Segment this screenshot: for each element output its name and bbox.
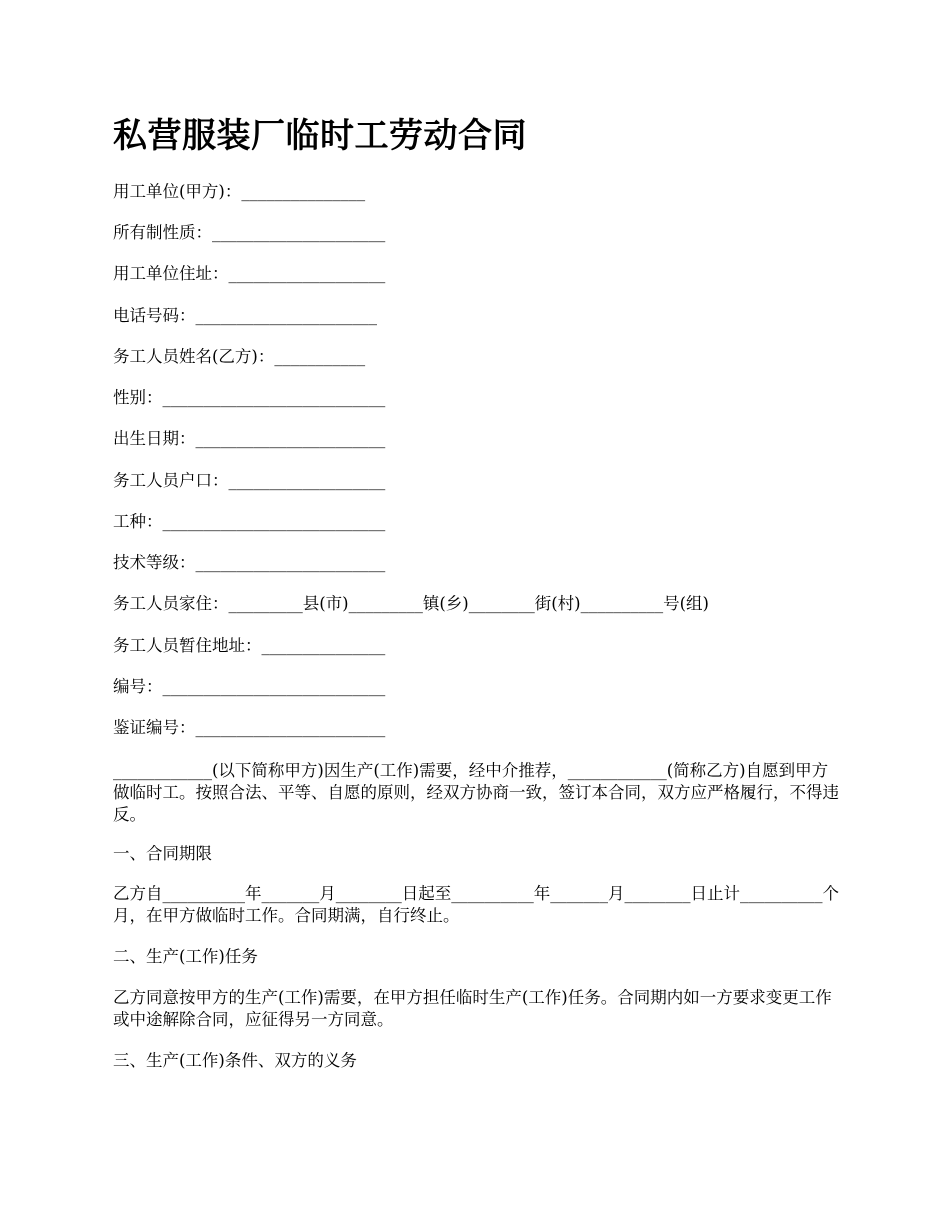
field-ownership: 所有制性质：_____________________ xyxy=(113,223,386,242)
field-verification-number: 鉴证编号：_______________________ xyxy=(113,718,386,737)
intro-paragraph: ____________(以下简称甲方)因生产(工作)需要，经中介推荐，____________(简称乙方)自愿到甲方做临时工。按照合法、平等、自愿的原则，经双方协商一致，签订本合同，双方应严格履行，不得违反。 xyxy=(113,761,839,824)
field-employer: 用工单位(甲方)：_______________ xyxy=(113,182,366,201)
field-gender: 性别：___________________________ xyxy=(113,388,386,407)
field-temp-address: 务工人员暂住地址：_______________ xyxy=(113,636,386,655)
section-heading-term: 一、合同期限 xyxy=(113,844,212,863)
section-heading-conditions: 三、生产(工作)条件、双方的义务 xyxy=(113,1051,357,1070)
field-home-address: 务工人员家住：_________县(市)_________镇(乡)________街(村)__________号(组) xyxy=(113,594,709,613)
field-household: 务工人员户口：___________________ xyxy=(113,471,386,490)
section-body-task: 乙方同意按甲方的生产(工作)需要，在甲方担任临时生产(工作)任务。合同期内如一方要求变更工作或中途解除合同，应征得另一方同意。 xyxy=(113,988,832,1029)
document-title: 私营服装厂临时工劳动合同 xyxy=(113,116,527,156)
field-worker-name: 务工人员姓名(乙方)：___________ xyxy=(113,347,366,366)
field-employer-address: 用工单位住址：___________________ xyxy=(113,264,386,283)
field-job-type: 工种：___________________________ xyxy=(113,512,386,531)
field-skill-level: 技术等级：_______________________ xyxy=(113,553,386,572)
field-number: 编号：___________________________ xyxy=(113,677,386,696)
section-heading-task: 二、生产(工作)任务 xyxy=(113,947,258,966)
section-body-term: 乙方自__________年_______月________日起至__________年_______月________日止计__________个月，在甲方做临时工作。合同期满，自行终止。 xyxy=(113,884,839,925)
field-phone: 电话号码：______________________ xyxy=(113,306,377,325)
field-birth-date: 出生日期：_______________________ xyxy=(113,429,386,448)
